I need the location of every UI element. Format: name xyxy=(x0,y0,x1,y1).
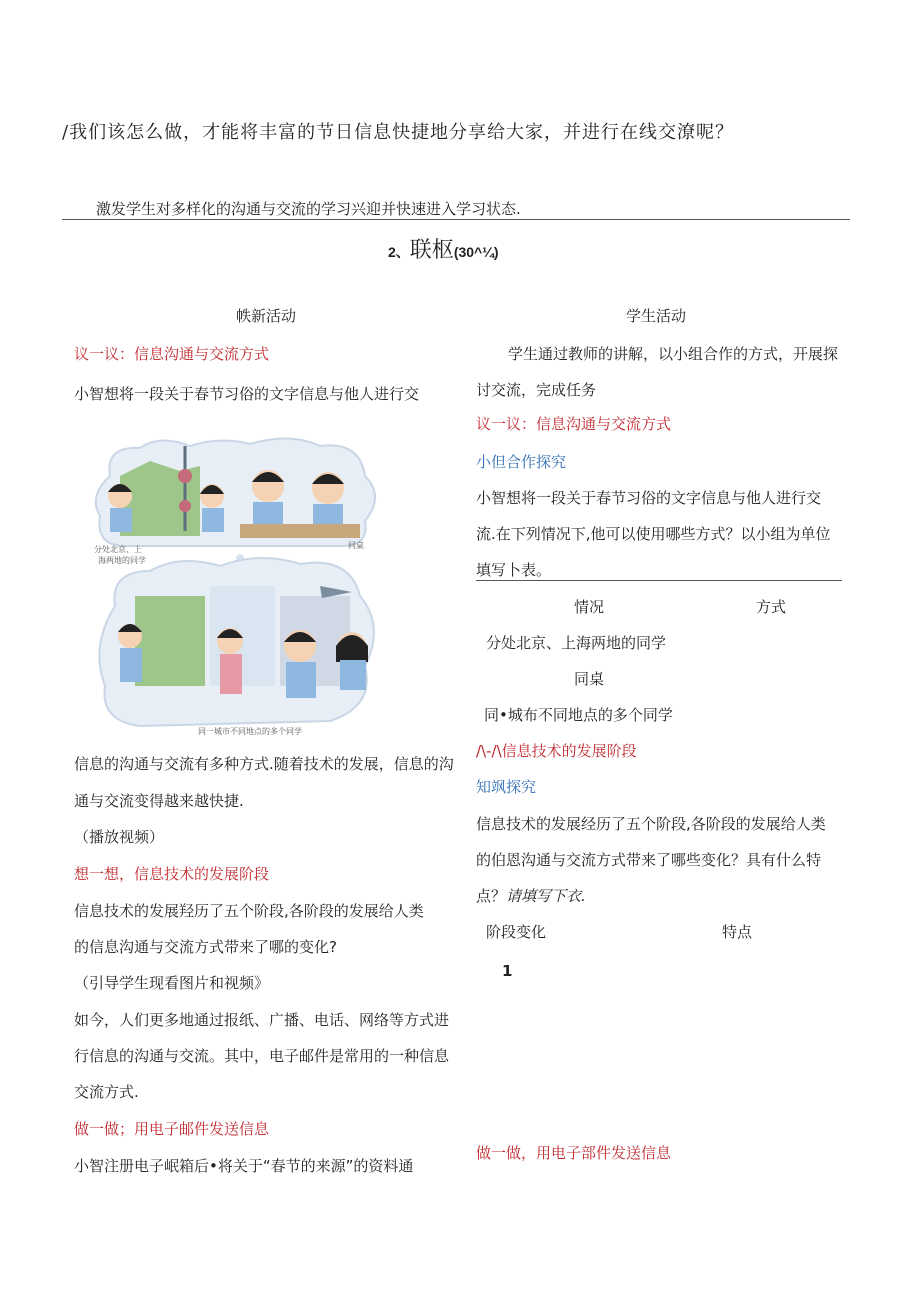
left-do-title: 做一做；用电子邮件发送信息 xyxy=(74,1120,270,1138)
table1-col-situation: 情况 xyxy=(574,598,605,616)
left-para1-a: 信息的沟通与交流有多种方式.随着技术的发展，信息的沟 xyxy=(74,755,454,773)
left-line1: 小智想将一段关于春节习俗的文字信息与他人进行交 xyxy=(74,385,420,403)
desk-shape xyxy=(240,524,360,538)
table2-row-number: 1 xyxy=(502,962,513,980)
right-task-a: 小智想将一段关于春节习俗的文字信息与他人进行交 xyxy=(476,489,822,507)
illus-caption-3: 同一城市不同地点的多个同学 xyxy=(198,727,302,736)
right-stage-title: /\-/\信息技术的发展阶段 xyxy=(476,742,637,760)
right-column-header: 学生活动 xyxy=(626,307,687,325)
table2-col-stage: 阶段变化 xyxy=(486,923,547,941)
right-stage-b: 的伯恩沟通与交流方式带来了哪些变化？具有什么特 xyxy=(476,851,822,869)
left-video: （播放视频） xyxy=(74,828,165,846)
table2-col-feature: 特点 xyxy=(722,923,753,941)
table1-col-method: 方式 xyxy=(756,598,787,616)
left-para3-a: 如今，人们更多地通过报纸、广播、电话、网络等方式进 xyxy=(74,1011,450,1029)
right-intro-a: 学生通过教师的讲解，以小组合作的方式，开展探 xyxy=(508,345,839,363)
kid-body-7 xyxy=(286,662,316,698)
table1-top-rule xyxy=(476,580,842,581)
kid-body-6 xyxy=(220,654,242,694)
right-group-title: 小但合作探究 xyxy=(476,453,567,471)
communication-illustration xyxy=(90,436,390,736)
left-para2-a: 信息技术的发展羟历了五个阶段,各阶段的发展给人类 xyxy=(74,902,424,920)
kid-body-8 xyxy=(340,660,366,690)
left-column-header: 帙新活动 xyxy=(236,307,297,325)
intro-purpose: 激发学生对多样化的沟通与交流的学习兴迎并快速进入学习状态. xyxy=(96,200,521,218)
section-heading xyxy=(388,233,499,264)
top-divider xyxy=(62,219,850,220)
right-task-c: 填写卜表。 xyxy=(476,561,552,579)
intro-question: /我们该怎么做，才能将丰富的节日信息快捷地分享给大家，并进行在线交潦呢？ xyxy=(62,122,735,143)
left-think-title: 想一想，信息技术的发展阶段 xyxy=(74,865,270,883)
right-discuss-title: 议一议：信息沟通与交流方式 xyxy=(476,415,672,433)
left-para1-b: 通与交流变得越来越快捷. xyxy=(74,792,244,810)
right-do-title: 做一做，用电子部件发送信息 xyxy=(476,1144,672,1162)
illus-caption-1b: 海两地的同学 xyxy=(98,556,146,565)
illus-caption-2: 同桌 xyxy=(348,541,364,550)
right-intro-b: 讨交流，完成任务 xyxy=(476,381,597,399)
left-guide: （引导学生现看图片和视频》 xyxy=(74,974,270,992)
right-explore-title: 知飒探究 xyxy=(476,778,537,796)
left-para4: 小智注册电子岷箱后•将关于“春节的来源”的资料通 xyxy=(74,1157,414,1175)
tower-ball-shape-2 xyxy=(179,500,191,512)
left-discuss-title: 议一议：信息沟通与交流方式 xyxy=(74,345,270,363)
right-stage-a: 信息技术的发展经历了五个阶段,各阶段的发展给人类 xyxy=(476,815,826,833)
kid-body-2 xyxy=(202,508,224,532)
table1-row: 同•城布不同地点的多个同学 xyxy=(484,706,673,724)
kid-body xyxy=(110,508,132,532)
section-suffix: (30^¼) xyxy=(453,244,499,260)
left-para2-b: 的信息沟通与交流方式带来了哪的变化? xyxy=(74,938,337,956)
tower-ball-shape xyxy=(178,469,192,483)
right-stage-c-italic: 请填写下衣. xyxy=(506,887,586,905)
right-stage-c-text: 点？ xyxy=(476,887,507,905)
left-para3-c: 交流方式. xyxy=(74,1083,139,1101)
right-stage-c xyxy=(476,885,586,906)
section-title: 联枢 xyxy=(409,238,454,263)
park-panel xyxy=(135,596,205,686)
left-para3-b: 行信息的沟通与交流。其中，电子邮件是常用的一种信息 xyxy=(74,1047,450,1065)
kid-body-5 xyxy=(120,648,142,682)
illus-caption-1a: 分处北京、上 xyxy=(94,545,142,554)
table1-row: 同桌 xyxy=(574,670,605,688)
table1-row: 分处北京、上海两地的同学 xyxy=(486,634,667,652)
section-number: 2、 xyxy=(388,244,410,260)
right-task-b: 流.在下列情况下,他可以使用哪些方式？以小组为单位 xyxy=(476,525,831,543)
